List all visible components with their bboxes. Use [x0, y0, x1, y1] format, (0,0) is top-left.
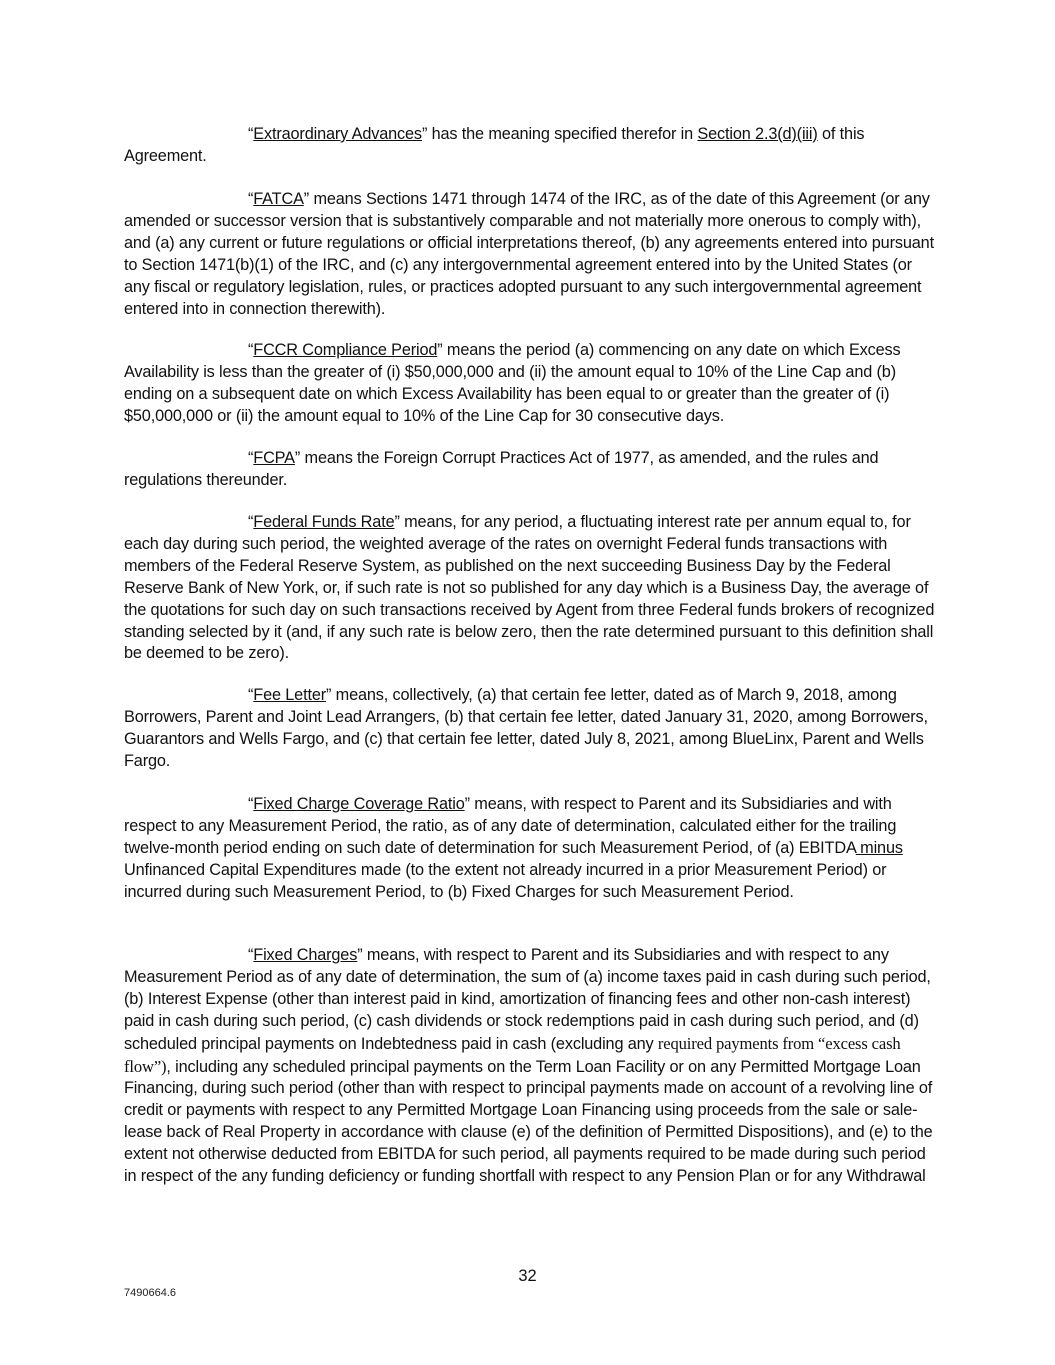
definition-text-serif: required payments from “excess cash flow”) [124, 1033, 901, 1076]
definition-text: Unfinanced Capital Expenditures made (to the extent not already incurred in a prior Measurement Period) or incurred during such Measurement Period, to (b) Fixed Charges for such Measurement Period. [124, 860, 887, 901]
open-quote: “ [248, 795, 254, 813]
open-quote: “ [248, 449, 254, 467]
defined-term: FATCA [253, 190, 304, 208]
definition-text: has the meaning specified therefor in [431, 125, 698, 143]
close-quote: ” [437, 341, 443, 359]
open-quote: “ [248, 513, 254, 531]
document-id: 7490664.6 [124, 1287, 176, 1299]
close-quote: ” [421, 125, 428, 143]
close-quote: ” [326, 686, 332, 704]
defined-term: FCPA [253, 449, 295, 467]
definition-federal-funds-rate [124, 512, 936, 665]
defined-term: Fixed Charges [253, 946, 358, 964]
defined-term: Extraordinary Advances [253, 125, 422, 143]
close-quote: ” [394, 513, 400, 531]
section-reference: Section 2.3(d)(iii) [697, 125, 818, 143]
definition-fixed-charges [124, 945, 936, 1188]
definition-text: means, with respect to Parent and its Subsidiaries and with respect to any Measurement Period as of any date of determination, the sum of (a) income taxes paid in cash during such period, (b) Interest Expense (other than interest paid in kind, amortization of financing fees and other non-cash interest) paid in cash during such period, (c) cash dividends or stock redemptions paid in cash during such period, and (d) scheduled principal payments on Indebtedness paid in cash (excluding any [124, 946, 931, 1053]
close-quote: ” [357, 946, 363, 964]
definition-fatca [124, 189, 936, 320]
definition-text: means the period (a) commencing on any date on which Excess Availability is less than the greater of (i) $50,000,000 and (ii) the amount equal to 10% of the Line Cap and (b) ending on a subsequent date on which Excess Availability has been equal to or greater than the greater of (i) $50,000,000 or (ii) the amount equal to 10% of the Line Cap for 30 consecutive days. [124, 341, 901, 425]
definition-text: means, for any period, a fluctuating interest rate per annum equal to, for each day during such period, the weighted average of the rates on overnight Federal funds transactions with members of the Federal Reserve System, as published on the next succeeding Business Day by the Federal Reserve Bank of New York, or, if such rate is not so published for any day which is a Business Day, the average of the quotations for such day on such transactions received by Agent from three Federal funds brokers of recognized standing selected by it (and, if any such rate is below zero, then the rate determined pursuant to this definition shall be deemed to be zero). [124, 513, 935, 663]
underlined-word: minus [855, 838, 903, 857]
open-quote: “ [248, 946, 254, 964]
open-quote: “ [248, 686, 254, 704]
definition-fccr-compliance-period [124, 340, 936, 428]
definition-text: of this Agreement. [124, 125, 865, 165]
open-quote: “ [248, 341, 254, 359]
close-quote: ” [294, 449, 301, 467]
defined-term: Fee Letter [253, 686, 326, 704]
page-number: 32 [518, 1267, 537, 1285]
definition-fee-letter [124, 685, 936, 773]
definition-text: means Sections 1471 through 1474 of the IRC, as of the date of this Agreement (or any amended or successor version that is substantively comparable and not materially more onerous to comply with), and (a) any current or future regulations or official interpretations thereof, (b) any agreements entered into pursuant to Section 1471(b)(1) of the IRC, and (c) any intergovernmental agreement entered into by the United States (or any fiscal or regulatory legislation, rules, or practices adopted pursuant to any such intergovernmental agreement entered into in connection therewith). [124, 190, 934, 318]
definition-extraordinary-advances [124, 124, 936, 168]
defined-term: Federal Funds Rate [253, 513, 395, 531]
definition-text: means the Foreign Corrupt Practices Act of 1977, as amended, and the rules and regulations thereunder. [124, 449, 879, 489]
definition-fcpa [124, 448, 936, 492]
definition-text: , including any scheduled principal payments on the Term Loan Facility or on any Permitted Mortgage Loan Financing, during such period (other than with respect to principal payments made on account of a revolving line of credit or payments with respect to any Permitted Mortgage Loan Financing using proceeds from the sale or sale-lease back of Real Property in accordance with clause (e) of the definition of Permitted Dispositions), and (e) to the extent not otherwise deducted from EBITDA for such period, all payments required to be made during such period in respect of the any funding deficiency or funding shortfall with respect to any Pension Plan or for any Withdrawal [124, 1057, 933, 1186]
defined-term: FCCR Compliance Period [253, 341, 438, 359]
close-quote: ” [303, 190, 310, 208]
open-quote: “ [248, 125, 254, 143]
close-quote: ” [464, 795, 470, 813]
defined-term: Fixed Charge Coverage Ratio [253, 795, 465, 813]
definition-text: means, collectively, (a) that certain fee letter, dated as of March 9, 2018, among Borrowers, Parent and Joint Lead Arrangers, (b) that certain fee letter, dated January 31, 2020, among Borrowers, Guarantors and Wells Fargo, and (c) that certain fee letter, dated July 8, 2021, among BlueLinx, Parent and Wells Fargo. [124, 686, 928, 770]
open-quote: “ [248, 190, 254, 208]
definition-fixed-charge-coverage-ratio [124, 794, 936, 904]
definition-text: means, with respect to Parent and its Subsidiaries and with respect to any Measurement Period, the ratio, as of any date of determination, calculated either for the trailing twelve-month period ending on such date of determination for such Measurement Period, of (a) EBITDA [124, 795, 897, 857]
